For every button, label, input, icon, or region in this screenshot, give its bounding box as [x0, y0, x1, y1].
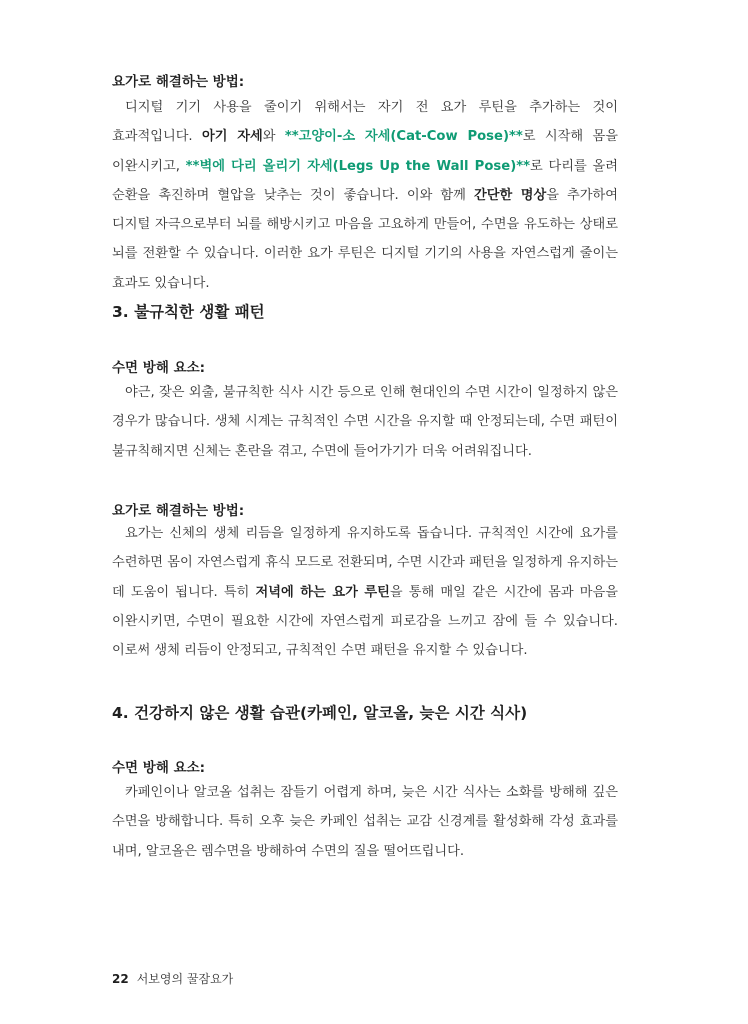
yoga-method-heading: 요가로 해결하는 방법: [112, 503, 245, 519]
sleep-disruptor-paragraph: 야근, 잦은 외출, 불규칙한 식사 시간 등으로 인해 현대인의 수면 시간이 일정하지 않은 경우가 많습니다. 생체 시계는 규칙적인 수면 시간을 유지할 때 안정되는데, 수면 패턴이 불규칙해지면 신체는 혼란을 겪고, 수면에 들어가기가 더욱 어려워집니다. [112, 385, 618, 459]
paragraph-text: 요가는 신체의 생체 리듬을 일정하게 유지하도록 돕습니다. 규칙적인 시간에 요가를 수련하면 몸이 자연스럽게 휴식 모드로 전환되며, 수면 시간과 패턴을 일정하게 유지하는 데 도움이 됩니다. 특히 [112, 526, 618, 600]
paragraph-text: 로 시작해 몸을 이완시키고, [112, 129, 618, 174]
emphasis-evening-routine: 저녁에 하는 요가 루틴 [255, 584, 390, 600]
page-footer [112, 970, 233, 987]
page-number: 22 [112, 972, 129, 986]
yoga-method-heading: 요가로 해결하는 방법: [112, 74, 245, 90]
yoga-method-paragraph [112, 93, 618, 298]
yoga-method-paragraph [112, 519, 618, 665]
highlight-legs-up-wall-pose: **벽에 다리 올리기 자세(Legs Up the Wall Pose)** [185, 158, 531, 174]
paragraph-text: 와 [262, 129, 285, 145]
sleep-disruptor-paragraph: 카페인이나 알코올 섭취는 잠들기 어렵게 하며, 늦은 시간 식사는 소화를 방해해 깊은 수면을 방해합니다. 특히 오후 늦은 카페인 섭취는 교감 신경계를 활성화해 각성 효과를 내며, 알코올은 렘수면을 방해하여 수면의 질을 떨어뜨립니다. [112, 785, 618, 859]
sleep-disruptor-heading: 수면 방해 요소: [112, 360, 206, 376]
section-4-title: 4. 건강하지 않은 생활 습관(카페인, 알코올, 늦은 시간 식사) [112, 704, 528, 722]
highlight-cat-cow-pose: **고양이-소 자세(Cat-Cow Pose)** [284, 129, 523, 145]
paragraph-text: 을 통해 매일 같은 시간에 몸과 마음을 이완시키면, 수면이 필요한 시간에 자연스럽게 피로감을 느끼고 잠에 들 수 있습니다. 이로써 생체 리듬이 안정되고, 규칙적인 수면 패턴을 유지할 수 있습니다. [112, 584, 618, 659]
section-3-title: 3. 불규칙한 생활 패턴 [112, 303, 265, 321]
paragraph-text: 디지털 기기 사용을 줄이기 위해서는 자기 전 요가 루틴을 추가하는 것이 효과적입니다. [112, 100, 618, 145]
paragraph-text: 을 추가하여 디지털 자극으로부터 뇌를 해방시키고 마음을 고요하게 만들어, 수면을 유도하는 상태로 뇌를 전환할 수 있습니다. 이러한 요가 루틴은 디지털 기기의 사용을 자연스럽게 줄이는 효과도 있습니다. [112, 187, 618, 291]
emphasis-child-pose: 아기 자세 [202, 129, 263, 145]
paragraph-text: 로 다리를 올려 순환을 촉진하며 혈압을 낮추는 것이 좋습니다. 이와 함께 [112, 158, 618, 203]
sleep-disruptor-heading: 수면 방해 요소: [112, 760, 206, 776]
book-title: 서보영의 꿀잠요가 [136, 972, 234, 986]
emphasis-meditation: 간단한 명상 [474, 187, 547, 203]
